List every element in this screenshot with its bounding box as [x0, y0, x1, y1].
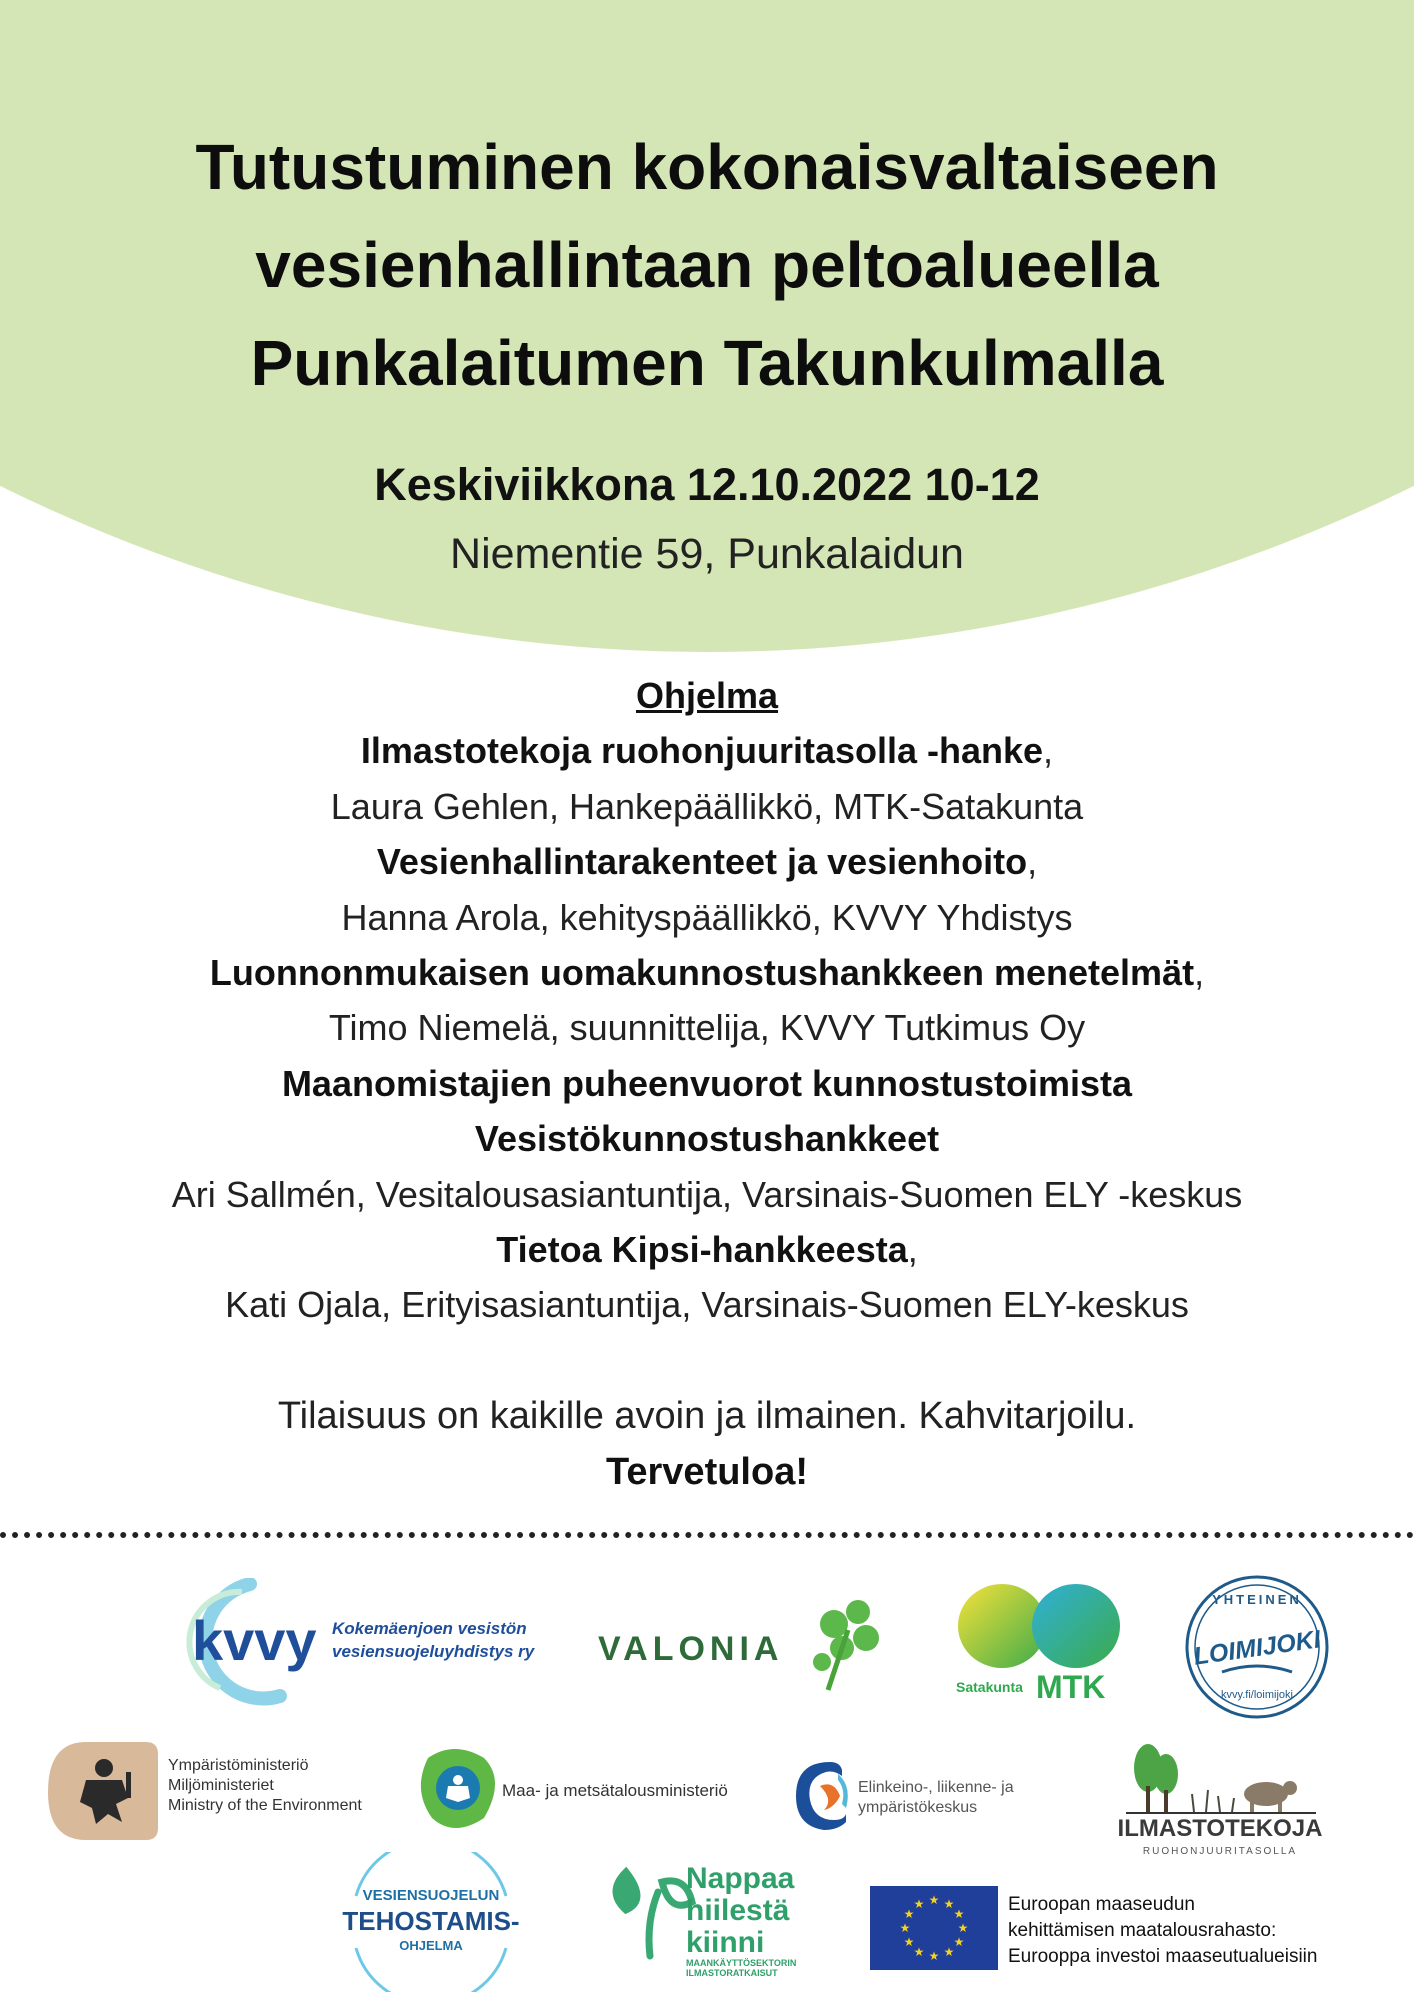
kvvy-line-1: Kokemäenjoen vesistön [332, 1619, 527, 1638]
event-address: Niementie 59, Punkalaidun [450, 530, 964, 578]
ministry-of-environment-logo [46, 1738, 406, 1844]
ilmastotekoja-sub: RUOHONJUURITASOLLA [1142, 1846, 1298, 1857]
title-line-1: Tutustuminen kokonaisvaltaiseen [195, 131, 1219, 203]
oak-leaf-icon [813, 1600, 879, 1690]
ministry-env-line-2: Miljöministeriet [168, 1777, 274, 1794]
title-line-3: Punkalaitumen Takunkulmalla [250, 327, 1164, 399]
mtk-right-shape [1032, 1584, 1120, 1668]
nappaa-hiilesta-kiinni-logo [596, 1852, 836, 1982]
svg-text:★: ★ [913, 1945, 925, 1959]
ministry-of-agriculture-logo [414, 1740, 774, 1840]
kvvy-mark: kvvy [192, 1609, 317, 1672]
svg-text:★: ★ [913, 1897, 925, 1911]
svg-text:★: ★ [953, 1935, 965, 1949]
eu-line-1: Euroopan maaseudun [1008, 1894, 1195, 1915]
valonia-name: VALONIA [598, 1630, 784, 1668]
svg-text:★: ★ [928, 1893, 940, 1907]
nappaa-sub-1: MAANKÄYTTÖSEKTORIN [686, 1958, 797, 1968]
valonia-logo [596, 1590, 896, 1700]
program-item-speaker: Laura Gehlen, Hankepäällikkö, MTK-Satakunta [330, 785, 1084, 827]
svg-text:★: ★ [943, 1897, 955, 1911]
ely-line-2: ympäristökeskus [858, 1799, 978, 1816]
loimijoki-logo [1182, 1572, 1332, 1722]
title-line-2: vesienhallintaan peltoalueella [255, 229, 1159, 301]
loimijoki-url: kvvy.fi/loimijoki [1221, 1689, 1293, 1701]
cow-icon [1244, 1781, 1297, 1812]
program-item-speaker: Kati Ojala, Erityisasiantuntija, Varsinais-Suomen ELY-keskus [225, 1284, 1189, 1326]
eu-line-2: kehittämisen maatalousrahasto: [1008, 1920, 1277, 1941]
ministry-env-line-3: Ministry of the Environment [168, 1797, 362, 1814]
mtk-satakunta-logo [950, 1580, 1130, 1710]
welcome-text: Tervetuloa! [605, 1451, 808, 1493]
mtk-region: Satakunta [956, 1679, 1023, 1695]
ely-line-1: Elinkeino-, liikenne- ja [858, 1779, 1014, 1796]
ilmastotekoja-logo [1086, 1734, 1346, 1858]
program-heading: Ohjelma [635, 675, 779, 716]
svg-text:★: ★ [903, 1935, 915, 1949]
ely-centre-logo [790, 1756, 1050, 1836]
eu-rural-fund-logo [870, 1882, 1390, 1972]
kvvy-logo [180, 1578, 580, 1706]
loimijoki-top: YHTEINEN [1212, 1592, 1302, 1607]
tehostamis-line-1: VESIENSUOJELUN [362, 1887, 500, 1904]
tree-icon [1134, 1744, 1178, 1812]
event-date-time: Keskiviikkona 12.10.2022 10-12 [374, 459, 1040, 510]
loimijoki-name: LOIMIJOKI [1191, 1625, 1323, 1671]
nappaa-line-1: Nappaa [686, 1862, 795, 1895]
program-item-speaker: Hanna Arola, kehityspäällikkö, KVVY Yhdistys [341, 896, 1073, 938]
ilmastotekoja-name: ILMASTOTEKOJA [1117, 1815, 1323, 1842]
nappaa-sub-2: ILMASTORATKAISUT [686, 1968, 778, 1978]
svg-text:★: ★ [903, 1907, 915, 1921]
dotted-divider [0, 1532, 1414, 1538]
svg-text:★: ★ [957, 1921, 969, 1935]
tehostamis-line-2: TEHOSTAMIS- [342, 1906, 520, 1936]
ministry-env-line-1: Ympäristöministeriö [168, 1757, 309, 1774]
program-item-title: Ilmastotekoja ruohonjuuritasolla -hanke, [360, 730, 1054, 772]
event-info [0, 1388, 1414, 1500]
sprout-icon [616, 1872, 692, 1956]
ely-shape-cyan [838, 1774, 848, 1808]
program-item-title: Luonnonmukaisen uomakunnostushankkeen menetelmät, [209, 952, 1205, 994]
eu-line-3: Eurooppa investoi maaseutualueisiin [1008, 1946, 1318, 1967]
program-item-speaker: Ari Sallmén, Vesitalousasiantuntija, Varsinais-Suomen ELY -keskus [171, 1173, 1243, 1215]
grass-icon [1192, 1790, 1234, 1812]
nappaa-line-2: hiilestä [686, 1894, 790, 1927]
program-item-title: Vesistökunnostushankkeet [474, 1118, 940, 1160]
ely-shape-orange [820, 1784, 840, 1810]
event-title [0, 118, 1414, 412]
program-item-title: Maanomistajien puheenvuorot kunnostustoimista [281, 1062, 1133, 1104]
svg-text:★: ★ [943, 1945, 955, 1959]
tehostamis-line-3: OHJELMA [399, 1938, 463, 1953]
mtk-name: MTK [1036, 1669, 1106, 1705]
svg-text:★: ★ [899, 1921, 911, 1935]
program-item-title: Tietoa Kipsi-hankkeesta, [496, 1229, 918, 1271]
event-info-text: Tilaisuus on kaikille avoin ja ilmainen. Kahvitarjoilu. [277, 1395, 1137, 1437]
program-section [0, 668, 1414, 1333]
tehostamis-arc-bottom [356, 1948, 506, 1992]
svg-text:★: ★ [928, 1949, 940, 1963]
vesiensuojelun-tehostamisohjelma-logo [326, 1852, 536, 1992]
program-item-title: Vesienhallintarakenteet ja vesienhoito, [376, 841, 1038, 883]
program-item-speaker: Timo Niemelä, suunnittelija, KVVY Tutkimus Oy [328, 1007, 1086, 1049]
svg-text:★: ★ [953, 1907, 965, 1921]
nappaa-line-3: kiinni [686, 1926, 765, 1959]
ministry-agri-name: Maa- ja metsätalousministeriö [502, 1781, 728, 1800]
kvvy-line-2: vesiensuojeluyhdistys ry [332, 1642, 535, 1661]
